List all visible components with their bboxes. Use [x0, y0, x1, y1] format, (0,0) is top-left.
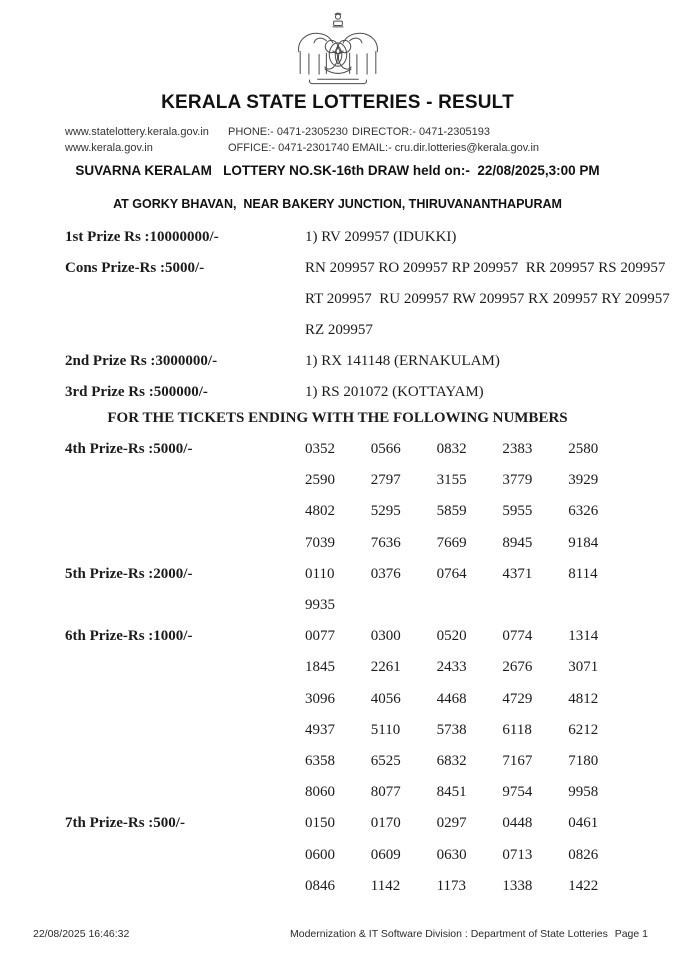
winning-number-line: 1) RS 201072 (KOTTAYAM)	[305, 384, 484, 400]
footer-page-number: Page 1	[614, 928, 648, 940]
winning-number: 2383	[502, 441, 533, 457]
winning-number: 0520	[436, 628, 467, 645]
winning-number: 3155	[436, 472, 467, 489]
winning-number: 2676	[502, 659, 533, 676]
winning-number: 3929	[568, 472, 599, 489]
winning-number: 2580	[568, 441, 599, 457]
winning-number: 4812	[568, 690, 599, 707]
kerala-government-emblem-icon	[0, 0, 675, 90]
winning-number: 5738	[436, 721, 467, 738]
prize-label: 3rd Prize Rs :500000/-	[65, 384, 208, 400]
winning-number: 2261	[370, 659, 401, 676]
winning-number: 6525	[370, 753, 401, 770]
winning-number: 1173	[436, 877, 467, 894]
winning-number: 8945	[502, 534, 533, 551]
page-footer	[0, 928, 675, 944]
winning-numbers-grid	[305, 434, 634, 559]
winning-number-line: RN 209957 RO 209957 RP 209957 RR 209957 RS 209957	[305, 260, 666, 276]
footer-division-text: Modernization & IT Software Division : Department of State Lotteries	[290, 928, 608, 940]
winning-number: 0300	[370, 628, 401, 645]
ending-numbers-heading: FOR THE TICKETS ENDING WITH THE FOLLOWING NUMBERS	[107, 410, 568, 426]
ending-prize-row	[65, 808, 675, 902]
winning-number-line: RT 209957 RU 209957 RW 209957 RX 209957 RY 209957	[305, 291, 670, 307]
winning-number: 2433	[436, 659, 467, 676]
winning-number: 1422	[568, 877, 599, 894]
winning-number: 6118	[502, 721, 532, 738]
phone-number-text: PHONE:- 0471-2305230	[228, 126, 348, 138]
winning-number: 5110	[370, 721, 401, 738]
winning-number: 4056	[370, 690, 401, 707]
winning-number: 0826	[568, 846, 599, 863]
winning-number: 8077	[370, 784, 401, 801]
kerala-website-text: www.kerala.gov.in	[65, 142, 153, 154]
winning-number: 1314	[568, 628, 599, 645]
winning-number: 0461	[568, 815, 599, 832]
winning-number: 7039	[305, 534, 335, 551]
top-prize-row	[65, 346, 675, 377]
office-number-text: OFFICE:- 0471-2301740	[228, 142, 350, 154]
winning-number: 7636	[370, 534, 401, 551]
winning-number: 6326	[568, 503, 599, 520]
footer-timestamp: 22/08/2025 16:46:32	[33, 928, 130, 940]
winning-number: 8060	[305, 784, 335, 801]
winning-number: 4937	[305, 721, 335, 738]
contact-block	[0, 124, 675, 156]
winning-number: 1845	[305, 659, 335, 676]
winning-number: 4468	[436, 690, 467, 707]
winning-number: 4729	[502, 690, 533, 707]
winning-numbers-grid	[305, 621, 634, 808]
top-prize-row	[65, 377, 675, 408]
winning-number: 5955	[502, 503, 533, 520]
winning-number: 9184	[568, 534, 599, 551]
ending-prize-row	[65, 434, 675, 559]
winning-number: 9754	[502, 784, 533, 801]
winning-number: 0376	[370, 565, 401, 582]
prize-label: 6th Prize-Rs :1000/-	[65, 628, 193, 645]
winning-number: 0713	[502, 846, 533, 863]
winning-number: 0846	[305, 877, 335, 894]
winning-number: 6358	[305, 753, 335, 770]
prize-label: 2nd Prize Rs :3000000/-	[65, 353, 218, 369]
ending-prize-row	[65, 559, 675, 621]
winning-number-line: 1) RX 141148 (ERNAKULAM)	[305, 353, 500, 369]
winning-number: 1338	[502, 877, 533, 894]
winning-number: 3071	[568, 659, 599, 676]
winning-number: 0297	[436, 815, 467, 832]
winning-number: 7669	[436, 534, 467, 551]
winning-number: 3096	[305, 690, 335, 707]
winning-number: 0150	[305, 815, 335, 832]
winning-number: 0600	[305, 846, 335, 863]
winning-number: 2797	[370, 472, 401, 489]
winning-number: 9958	[568, 784, 599, 801]
winning-number: 6212	[568, 721, 599, 738]
winning-number-line: RZ 209957	[305, 322, 373, 338]
prize-label: 5th Prize-Rs :2000/-	[65, 565, 193, 582]
winning-numbers-grid	[305, 559, 634, 621]
top-prize-row	[65, 222, 675, 253]
winning-number: 7180	[568, 753, 599, 770]
page-title: KERALA STATE LOTTERIES - RESULT	[161, 92, 514, 113]
winning-number: 4802	[305, 503, 335, 520]
winning-number: 0077	[305, 628, 335, 645]
winning-number-line: 1) RV 209957 (IDUKKI)	[305, 229, 457, 245]
winning-number: 8451	[436, 784, 467, 801]
draw-title-line: SUVARNA KERALAM LOTTERY NO.SK-16th DRAW held on:- 22/08/2025,3:00 PM	[75, 163, 600, 178]
winning-number: 8114	[568, 565, 598, 582]
winning-number: 0170	[370, 815, 401, 832]
winning-number: 2590	[305, 472, 335, 489]
winning-numbers-grid	[305, 808, 634, 902]
contact-row-1	[65, 124, 635, 140]
winning-number: 0609	[370, 846, 401, 863]
director-number-text: DIRECTOR:- 0471-2305193	[352, 126, 490, 138]
winning-number: 0764	[436, 565, 467, 582]
winning-number: 0774	[502, 628, 533, 645]
winning-number: 5295	[370, 503, 401, 520]
statelottery-website-text: www.statelottery.kerala.gov.in	[65, 126, 209, 138]
winning-number: 0110	[305, 565, 335, 582]
venue-line: AT GORKY BHAVAN, NEAR BAKERY JUNCTION, THIRUVANANTHAPURAM	[113, 197, 562, 211]
winning-number: 0448	[502, 815, 533, 832]
winning-number: 4371	[502, 565, 533, 582]
contact-row-2	[65, 140, 635, 156]
prize-winning-numbers	[305, 377, 675, 408]
winning-number: 5859	[436, 503, 467, 520]
ending-prizes-section	[0, 434, 675, 902]
prize-label: 7th Prize-Rs :500/-	[65, 815, 185, 832]
prize-label: Cons Prize-Rs :5000/-	[65, 260, 205, 276]
prize-label: 4th Prize-Rs :5000/-	[65, 441, 193, 457]
winning-number: 3779	[502, 472, 533, 489]
email-address-text: EMAIL:- cru.dir.lotteries@kerala.gov.in	[352, 142, 540, 154]
winning-number: 0566	[370, 441, 401, 457]
ending-prize-row	[65, 621, 675, 808]
top-prizes-section	[0, 222, 675, 408]
top-prize-row	[65, 253, 675, 346]
prize-winning-numbers	[305, 253, 675, 346]
winning-number: 0352	[305, 441, 335, 457]
winning-number: 0630	[436, 846, 467, 863]
winning-number: 9935	[305, 597, 335, 614]
winning-number: 7167	[502, 753, 533, 770]
winning-number: 0832	[436, 441, 467, 457]
prize-label: 1st Prize Rs :10000000/-	[65, 229, 219, 245]
prize-winning-numbers	[305, 222, 675, 253]
prize-winning-numbers	[305, 346, 675, 377]
winning-number: 6832	[436, 753, 467, 770]
winning-number: 1142	[370, 877, 401, 894]
